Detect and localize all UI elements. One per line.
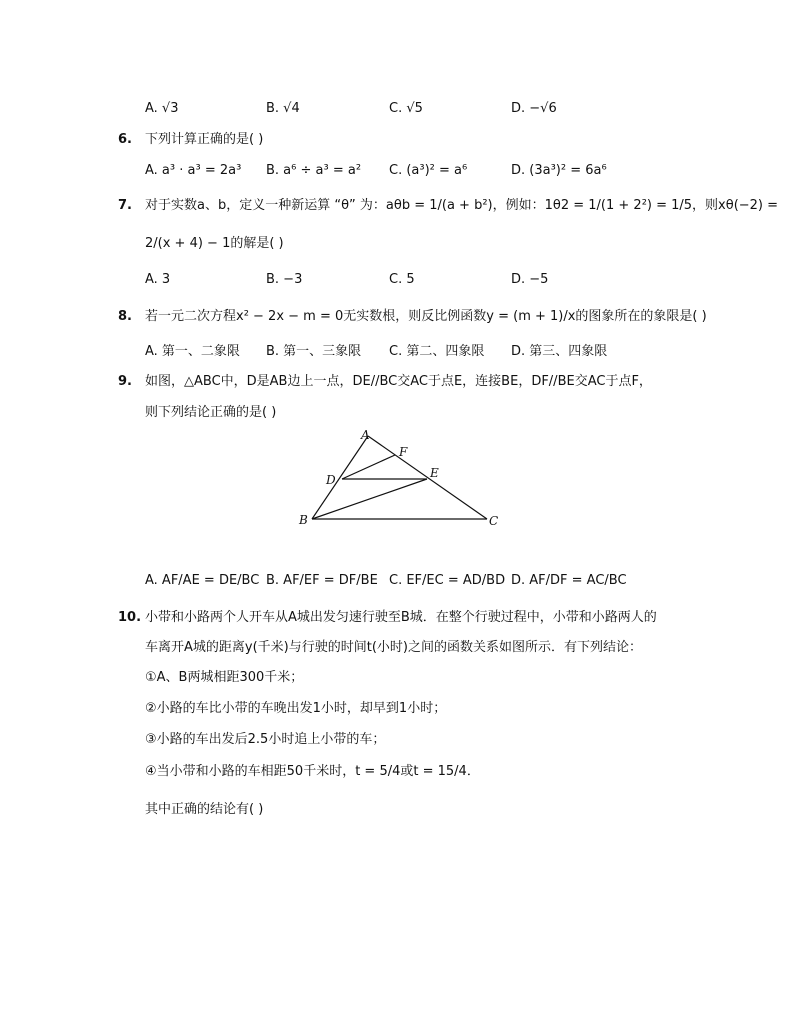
option-c: C. (a³)² = a⁶ (389, 163, 468, 178)
option-d: D. AF/DF = AC/BC (511, 573, 627, 588)
option-d: D. −√6 (511, 101, 557, 116)
segment-ac (368, 436, 487, 519)
label-f: F (399, 445, 408, 459)
question-text: 2/(x + 4) − 1的解是( ) (145, 236, 284, 251)
option-a: A. 第一、二象限 (145, 344, 240, 359)
option-b: B. AF/EF = DF/BE (266, 573, 378, 588)
question-number: 8. (118, 309, 132, 324)
question-text: 下列计算正确的是( ) (145, 132, 264, 147)
question-text: 其中正确的结论有( ) (145, 802, 264, 817)
question-8-stem (0, 302, 794, 332)
label-e: E (430, 466, 439, 480)
question-9-stem-continued (0, 398, 794, 428)
question-8-options (0, 337, 794, 367)
label-b: B (299, 513, 308, 527)
option-a: A. a³ · a³ = 2a³ (145, 163, 242, 178)
question-text: 车离开A城的距离y(千米)与行驶的时间t(小时)之间的函数关系如图所示．有下列结论： (145, 640, 642, 655)
question-7-stem-continued (0, 229, 794, 259)
conclusion-text: ①A、B两城相距300千米； (145, 670, 304, 685)
conclusion-2 (0, 694, 794, 724)
question-6-options (0, 156, 794, 186)
option-c: C. 5 (389, 272, 415, 287)
question-10-stem (0, 603, 794, 633)
question-9-stem (0, 367, 794, 397)
question-number: 10. (118, 610, 142, 625)
question-7-stem (0, 191, 794, 221)
option-b: B. √4 (266, 101, 300, 116)
option-d: D. −5 (511, 272, 549, 287)
option-c: C. EF/EC = AD/BD (389, 573, 506, 588)
conclusion-3 (0, 725, 794, 755)
question-number: 7. (118, 198, 132, 213)
label-c: C (489, 514, 499, 528)
question-5-options (0, 94, 794, 124)
option-a: A. √3 (145, 101, 179, 116)
label-d: D (326, 473, 336, 487)
conclusion-4 (0, 757, 794, 787)
option-b: B. −3 (266, 272, 303, 287)
question-6-stem (0, 125, 794, 155)
question-text: 小带和小路两个人开车从A城出发匀速行驶至B城．在整个行驶过程中，小带和小路两人的 (145, 610, 657, 625)
option-c: C. √5 (389, 101, 423, 116)
option-b: B. 第一、三象限 (266, 344, 362, 359)
question-10-stem-continued (0, 633, 794, 663)
option-d: D. 第三、四象限 (511, 344, 608, 359)
triangle-figure (290, 425, 510, 535)
conclusion-text: ③小路的车出发后2.5小时追上小带的车； (145, 732, 386, 747)
option-c: C. 第二、四象限 (389, 344, 485, 359)
question-text: 则下列结论正确的是( ) (145, 405, 277, 420)
option-b: B. a⁶ ÷ a³ = a² (266, 163, 362, 178)
question-text: 若一元二次方程x² − 2x − m = 0无实数根，则反比例函数y = (m + 1)/x的图象所在的象限是( ) (145, 309, 707, 324)
conclusion-text: ②小路的车比小带的车晚出发1小时，却早到1小时； (145, 701, 447, 716)
question-9-options (0, 566, 794, 596)
question-number: 9. (118, 374, 132, 389)
conclusion-1 (0, 663, 794, 693)
question-10-closing (0, 795, 794, 825)
segment-df (342, 455, 395, 479)
option-a: A. AF/AE = DE/BC (145, 573, 260, 588)
question-number: 6. (118, 132, 132, 147)
segment-ab (312, 436, 368, 519)
question-7-options (0, 265, 794, 295)
option-d: D. (3a³)² = 6a⁶ (511, 163, 607, 178)
option-a: A. 3 (145, 272, 171, 287)
label-a: A (361, 428, 370, 442)
question-text: 如图，△ABC中，D是AB边上一点，DE//BC交AC于点E，连接BE，DF//BE交AC于点F， (145, 374, 652, 389)
conclusion-text: ④当小带和小路的车相距50千米时，t = 5/4或t = 15/4． (145, 764, 480, 779)
question-text: 对于实数a、b，定义一种新运算 “θ” 为：aθb = 1/(a + b²)，例如：1θ2 = 1/(1 + 2²) = 1/5，则xθ(−2) = (145, 198, 779, 213)
